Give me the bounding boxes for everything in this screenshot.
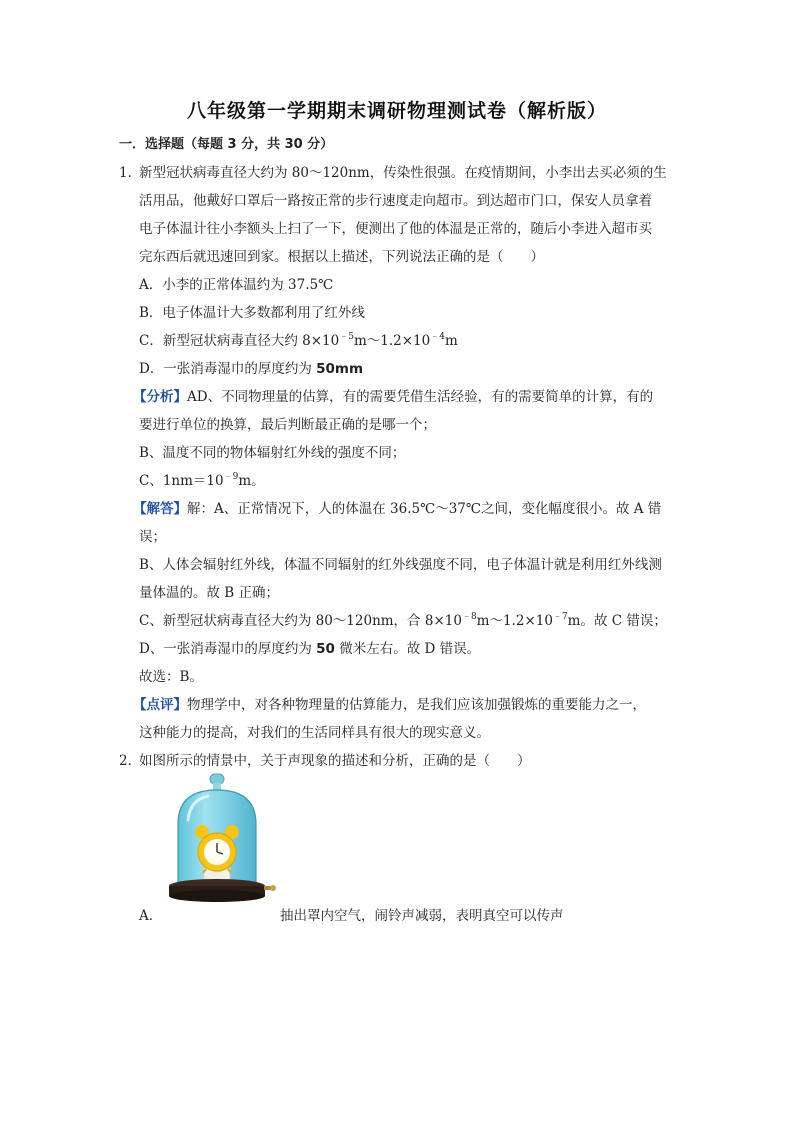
answer-choice: 故选：B。 xyxy=(139,669,203,685)
answer-tag: 【解答】 xyxy=(133,501,187,517)
comment-text: 物理学中，对各种物理量的估算能力，是我们应该加强锻炼的重要能力之一， xyxy=(187,697,646,713)
question-2-option-a-text: 抽出罩内空气，闹铃声减弱，表明真空可以传声 xyxy=(280,908,564,924)
analysis-tag: 【分析】 xyxy=(133,389,187,405)
analysis-text: C、1nm＝10 xyxy=(139,473,224,489)
answer-line: B、人体会辐射红外线，体温不同辐射的红外线强度不同，电子体温计就是利用红外线测 xyxy=(139,557,662,573)
comment-line xyxy=(133,696,646,714)
answer-text: C、新型冠状病毒直径大约为 80～120nm，合 8×10 xyxy=(139,613,462,629)
analysis-text: m。 xyxy=(238,473,265,489)
answer-text: m～1.2×10 xyxy=(476,613,553,629)
question-1-stem-line: 电子体温计往小李额头上扫了一下，便测出了他的体温是正常的，随后小李进入超市买 xyxy=(139,221,652,237)
answer-line: 量体温的。故 B 正确； xyxy=(139,585,280,601)
exponent: ﹣5 xyxy=(339,332,354,342)
comment-line: 这种能力的提高，对我们的生活同样具有很大的现实意义。 xyxy=(139,725,490,741)
question-2-option-a-label: A． xyxy=(139,908,163,924)
question-1-option-b: B．电子体温计大多数都利用了红外线 xyxy=(139,305,365,321)
answer-text: 微米左右。故 D 错误。 xyxy=(334,641,481,657)
exponent: ﹣9 xyxy=(223,472,239,482)
question-1-stem-line: 活用品，他戴好口罩后一路按正常的步行速度走向超市。到达超市门口，保安人员拿着 xyxy=(139,193,652,209)
analysis-line: B、温度不同的物体辐射红外线的强度不同； xyxy=(139,445,406,461)
question-2-stem: 如图所示的情景中，关于声现象的描述和分析，正确的是（ ） xyxy=(139,753,531,769)
option-d-value: 50mm xyxy=(316,361,364,377)
answer-line: 误； xyxy=(139,529,166,545)
analysis-line xyxy=(133,388,653,406)
question-1-number: 1． xyxy=(119,165,142,181)
section-heading: 一．选择题（每题 3 分，共 30 分） xyxy=(119,137,334,152)
question-1-option-c xyxy=(139,332,458,350)
question-1-option-a: A．小李的正常体温约为 37.5℃ xyxy=(139,277,334,293)
analysis-text: AD、不同物理量的估算，有的需要凭借生活经验，有的需要简单的计算，有的 xyxy=(187,389,654,405)
question-1-option-d xyxy=(139,360,363,378)
option-c-text: m～1.2×10 xyxy=(353,333,431,349)
question-1-stem-line: 完东西后就迅速回到家。根据以上描述，下列说法正确的是（ ） xyxy=(139,249,544,265)
answer-text: D、一张消毒湿巾的厚度约为 xyxy=(139,641,317,657)
bell-jar-figure xyxy=(160,772,278,904)
question-1-stem-line: 新型冠状病毒直径大约为 80～120nm，传染性很强。在疫情期间，小李出去买必须的生 xyxy=(139,165,667,181)
exponent: ﹣7 xyxy=(552,612,568,622)
answer-line xyxy=(139,640,480,658)
page-title: 八年级第一学期期末调研物理测试卷（解析版） xyxy=(186,100,607,122)
analysis-line xyxy=(139,472,265,490)
option-c-text: m xyxy=(444,333,458,349)
analysis-line: 要进行单位的换算，最后判断最正确的是哪一个； xyxy=(139,417,436,433)
answer-text: m。故 C 错误； xyxy=(567,613,667,629)
question-2-number: 2． xyxy=(119,753,142,769)
option-c-text: C．新型冠状病毒直径大约 8×10 xyxy=(139,333,340,349)
answer-text: 解：A、正常情况下，人的体温在 36.5℃～37℃之间，变化幅度很小。故 A 错 xyxy=(187,501,662,517)
option-d-text: D．一张消毒湿巾的厚度约为 xyxy=(139,361,317,377)
comment-tag: 【点评】 xyxy=(133,697,187,713)
exponent: ﹣4 xyxy=(430,332,445,342)
answer-line xyxy=(139,612,667,630)
answer-line xyxy=(133,500,661,518)
exponent: ﹣8 xyxy=(461,612,477,622)
answer-value: 50 xyxy=(316,641,335,657)
